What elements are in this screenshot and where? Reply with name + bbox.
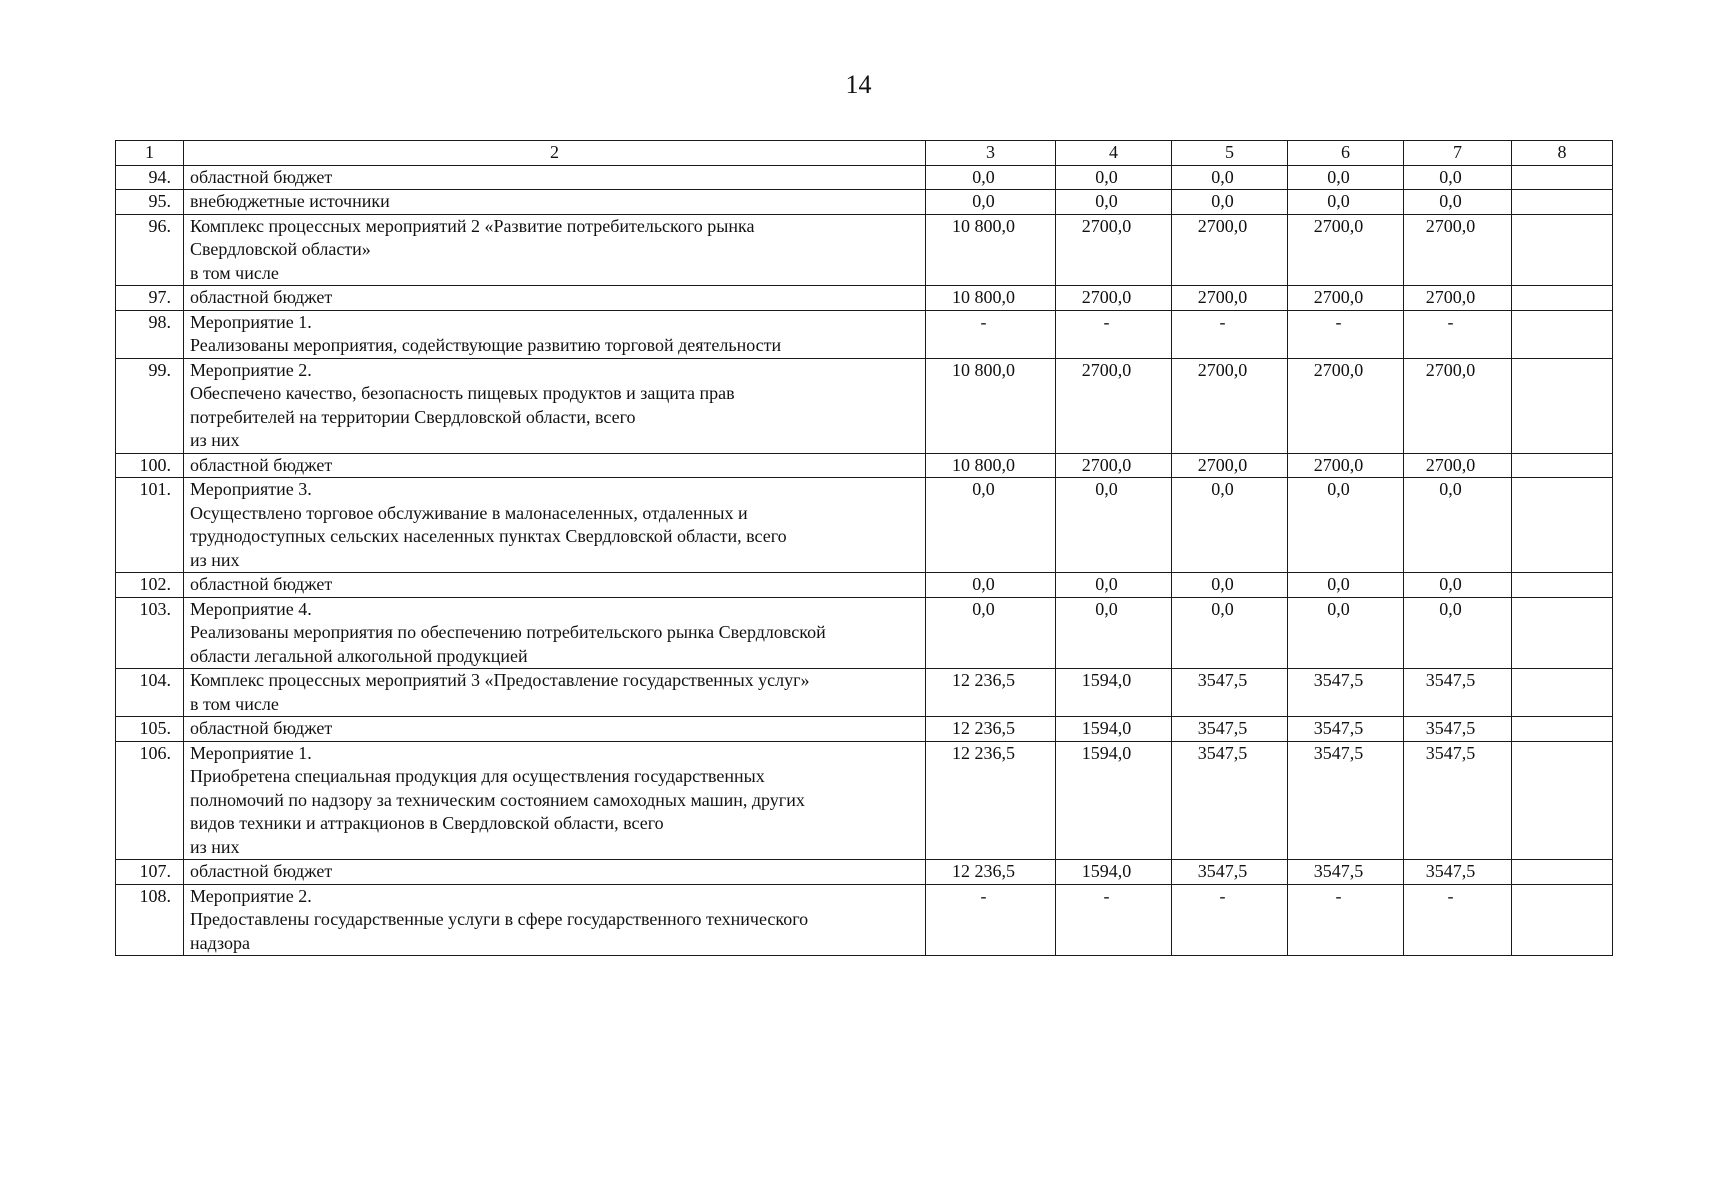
description-line: Мероприятие 1. [190, 311, 312, 332]
row-number: 102. [116, 573, 184, 598]
value-cell-col-3: 0,0 [926, 573, 1056, 598]
value-cell-col-3: 0,0 [926, 190, 1056, 215]
description-line: видов техники и аттракционов в Свердловской области, всего [190, 813, 664, 833]
row-number: 96. [116, 214, 184, 286]
description-line: Мероприятие 1. [190, 742, 312, 763]
value-cell-col-7: - [1404, 310, 1512, 358]
row-description [184, 286, 926, 311]
value-cell-col-3: 0,0 [926, 597, 1056, 669]
value-cell-col-3: 10 800,0 [926, 453, 1056, 478]
row-description [184, 597, 926, 669]
value-cell-col-7: 2700,0 [1404, 453, 1512, 478]
value-cell-col-7: 3547,5 [1404, 669, 1512, 717]
table-row [116, 165, 1613, 190]
value-cell-col-3: 12 236,5 [926, 717, 1056, 742]
description-line: внебюджетные источники [190, 191, 390, 211]
row-description [184, 214, 926, 286]
table-row [116, 884, 1613, 956]
value-cell-col-8 [1512, 453, 1613, 478]
description-line: в том числе [190, 693, 279, 714]
value-cell-col-4: 0,0 [1056, 190, 1172, 215]
row-number: 95. [116, 190, 184, 215]
value-cell-col-7: 0,0 [1404, 190, 1512, 215]
description-line: Осуществлено торговое обслуживание в малонаселенных, отдаленных и [190, 502, 748, 523]
value-cell-col-4: 1594,0 [1056, 860, 1172, 885]
table-row [116, 741, 1613, 860]
value-cell-col-7: 0,0 [1404, 165, 1512, 190]
value-cell-col-6: 3547,5 [1288, 741, 1404, 860]
description-line: областной бюджет [190, 574, 333, 594]
row-number: 107. [116, 860, 184, 885]
header-cell: 4 [1056, 141, 1172, 166]
value-cell-col-8 [1512, 358, 1613, 453]
value-cell-col-8 [1512, 717, 1613, 742]
row-number: 106. [116, 741, 184, 860]
description-line: в том числе [190, 262, 279, 283]
header-row [116, 141, 1613, 166]
value-cell-col-5: 2700,0 [1172, 214, 1288, 286]
value-cell-col-6: - [1288, 310, 1404, 358]
row-description [184, 190, 926, 215]
value-cell-col-6: 0,0 [1288, 478, 1404, 573]
row-number: 94. [116, 165, 184, 190]
value-cell-col-4: - [1056, 884, 1172, 956]
row-description [184, 669, 926, 717]
row-description [184, 717, 926, 742]
value-cell-col-7: 0,0 [1404, 573, 1512, 598]
description-line: областной бюджет [190, 454, 333, 475]
value-cell-col-5: - [1172, 310, 1288, 358]
value-cell-col-6: 0,0 [1288, 190, 1404, 215]
value-cell-col-5: 3547,5 [1172, 741, 1288, 860]
row-number: 103. [116, 597, 184, 669]
value-cell-col-3: 12 236,5 [926, 860, 1056, 885]
description-line: областной бюджет [190, 166, 333, 187]
value-cell-col-4: 2700,0 [1056, 214, 1172, 286]
table-row [116, 860, 1613, 885]
description-line: Комплекс процессных мероприятий 2 «Развитие потребительского рынка [190, 215, 755, 236]
description-line: из них [190, 549, 240, 570]
row-description [184, 884, 926, 956]
value-cell-col-6: 3547,5 [1288, 860, 1404, 885]
value-cell-col-4: 2700,0 [1056, 358, 1172, 453]
value-cell-col-3: - [926, 310, 1056, 358]
value-cell-col-6: - [1288, 884, 1404, 956]
value-cell-col-3: 12 236,5 [926, 741, 1056, 860]
value-cell-col-3: 0,0 [926, 165, 1056, 190]
value-cell-col-3: 10 800,0 [926, 214, 1056, 286]
value-cell-col-5: 0,0 [1172, 597, 1288, 669]
row-description [184, 453, 926, 478]
value-cell-col-5: 2700,0 [1172, 358, 1288, 453]
value-cell-col-7: 2700,0 [1404, 214, 1512, 286]
row-number: 105. [116, 717, 184, 742]
value-cell-col-4: 1594,0 [1056, 717, 1172, 742]
value-cell-col-3: - [926, 884, 1056, 956]
header-cell: 2 [184, 141, 926, 166]
description-line: Приобретена специальная продукция для осуществления государственных [190, 766, 765, 786]
description-line: Комплекс процессных мероприятий 3 «Предоставление государственных услуг» [190, 670, 810, 690]
value-cell-col-7: - [1404, 884, 1512, 956]
value-cell-col-7: 3547,5 [1404, 717, 1512, 742]
table-row [116, 358, 1613, 453]
row-number: 101. [116, 478, 184, 573]
value-cell-col-6: 0,0 [1288, 597, 1404, 669]
value-cell-col-7: 2700,0 [1404, 286, 1512, 311]
value-cell-col-5: 3547,5 [1172, 860, 1288, 885]
value-cell-col-6: 3547,5 [1288, 669, 1404, 717]
value-cell-col-4: 0,0 [1056, 597, 1172, 669]
value-cell-col-3: 0,0 [926, 478, 1056, 573]
value-cell-col-3: 10 800,0 [926, 286, 1056, 311]
value-cell-col-4: 0,0 [1056, 478, 1172, 573]
table-body [116, 141, 1613, 956]
table-row [116, 214, 1613, 286]
value-cell-col-7: 0,0 [1404, 597, 1512, 669]
row-number: 98. [116, 310, 184, 358]
value-cell-col-4: 1594,0 [1056, 669, 1172, 717]
value-cell-col-5: - [1172, 884, 1288, 956]
value-cell-col-6: 2700,0 [1288, 453, 1404, 478]
description-line: полномочий по надзору за техническим состоянием самоходных машин, других [190, 789, 805, 810]
description-line: Мероприятие 2. [190, 359, 312, 380]
value-cell-col-5: 0,0 [1172, 573, 1288, 598]
row-description [184, 573, 926, 598]
value-cell-col-6: 0,0 [1288, 165, 1404, 190]
value-cell-col-5: 2700,0 [1172, 453, 1288, 478]
description-line: Обеспечено качество, безопасность пищевых продуктов и защита прав [190, 383, 735, 403]
value-cell-col-4: 2700,0 [1056, 453, 1172, 478]
value-cell-col-8 [1512, 669, 1613, 717]
row-description [184, 741, 926, 860]
value-cell-col-6: 2700,0 [1288, 286, 1404, 311]
header-cell: 1 [116, 141, 184, 166]
table-row [116, 190, 1613, 215]
table-row [116, 478, 1613, 573]
value-cell-col-3: 12 236,5 [926, 669, 1056, 717]
value-cell-col-5: 2700,0 [1172, 286, 1288, 311]
value-cell-col-8 [1512, 190, 1613, 215]
value-cell-col-4: - [1056, 310, 1172, 358]
value-cell-col-8 [1512, 884, 1613, 956]
table-row [116, 310, 1613, 358]
value-cell-col-7: 2700,0 [1404, 358, 1512, 453]
value-cell-col-6: 2700,0 [1288, 214, 1404, 286]
value-cell-col-8 [1512, 573, 1613, 598]
description-line: Предоставлены государственные услуги в сфере государственного технического [190, 909, 809, 929]
row-number: 108. [116, 884, 184, 956]
table-row [116, 597, 1613, 669]
value-cell-col-4: 0,0 [1056, 573, 1172, 598]
description-line: Мероприятие 2. [190, 885, 312, 906]
header-cell: 8 [1512, 141, 1613, 166]
value-cell-col-7: 0,0 [1404, 478, 1512, 573]
value-cell-col-5: 3547,5 [1172, 669, 1288, 717]
row-number: 99. [116, 358, 184, 453]
row-description [184, 310, 926, 358]
budget-table [115, 140, 1613, 956]
value-cell-col-4: 2700,0 [1056, 286, 1172, 311]
row-description [184, 860, 926, 885]
row-number: 104. [116, 669, 184, 717]
value-cell-col-4: 1594,0 [1056, 741, 1172, 860]
description-line: области легальной алкогольной продукцией [190, 645, 528, 666]
table-row [116, 286, 1613, 311]
value-cell-col-6: 0,0 [1288, 573, 1404, 598]
description-line: Свердловской области» [190, 239, 371, 259]
header-cell: 3 [926, 141, 1056, 166]
description-line: Реализованы мероприятия по обеспечению потребительского рынка Свердловской [190, 622, 826, 642]
page-number: 14 [845, 70, 872, 99]
description-line: областной бюджет [190, 861, 333, 881]
description-line: труднодоступных сельских населенных пунктах Свердловской области, всего [190, 526, 787, 546]
value-cell-col-6: 3547,5 [1288, 717, 1404, 742]
value-cell-col-8 [1512, 286, 1613, 311]
value-cell-col-5: 0,0 [1172, 190, 1288, 215]
table-row [116, 453, 1613, 478]
value-cell-col-8 [1512, 597, 1613, 669]
value-cell-col-8 [1512, 310, 1613, 358]
value-cell-col-5: 0,0 [1172, 478, 1288, 573]
value-cell-col-8 [1512, 214, 1613, 286]
description-line: потребителей на территории Свердловской области, всего [190, 406, 636, 427]
value-cell-col-5: 0,0 [1172, 165, 1288, 190]
row-number: 97. [116, 286, 184, 311]
value-cell-col-5: 3547,5 [1172, 717, 1288, 742]
header-cell: 7 [1404, 141, 1512, 166]
description-line: Мероприятие 3. [190, 479, 312, 499]
description-line: из них [190, 430, 240, 450]
row-description [184, 358, 926, 453]
header-cell: 5 [1172, 141, 1288, 166]
description-line: надзора [190, 932, 250, 953]
value-cell-col-6: 2700,0 [1288, 358, 1404, 453]
value-cell-col-3: 10 800,0 [926, 358, 1056, 453]
value-cell-col-8 [1512, 478, 1613, 573]
header-cell: 6 [1288, 141, 1404, 166]
description-line: областной бюджет [190, 718, 333, 738]
table-row [116, 669, 1613, 717]
row-description [184, 165, 926, 190]
value-cell-col-4: 0,0 [1056, 165, 1172, 190]
value-cell-col-8 [1512, 860, 1613, 885]
table-row [116, 717, 1613, 742]
description-line: областной бюджет [190, 287, 333, 307]
description-line: Мероприятие 4. [190, 598, 312, 619]
row-number: 100. [116, 453, 184, 478]
row-description [184, 478, 926, 573]
value-cell-col-7: 3547,5 [1404, 860, 1512, 885]
value-cell-col-7: 3547,5 [1404, 741, 1512, 860]
table-row [116, 573, 1613, 598]
description-line: Реализованы мероприятия, содействующие развитию торговой деятельности [190, 335, 782, 355]
description-line: из них [190, 836, 240, 857]
value-cell-col-8 [1512, 165, 1613, 190]
value-cell-col-8 [1512, 741, 1613, 860]
